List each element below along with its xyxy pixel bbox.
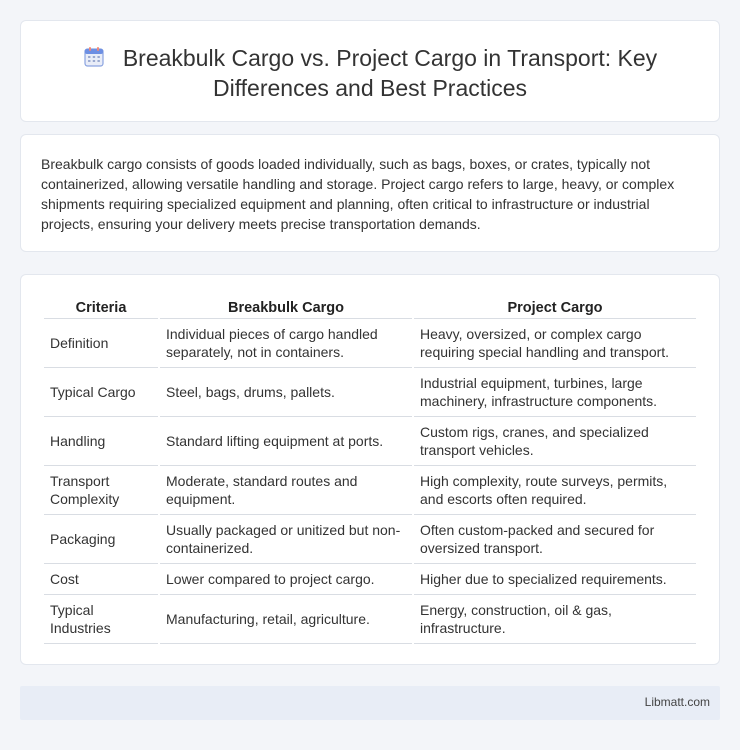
criteria-cell: Cost [44,564,158,595]
table-row [44,515,696,564]
comparison-table [42,295,698,644]
breakbulk-cell: Lower compared to project cargo. [160,564,412,595]
table-row [44,595,696,644]
criteria-cell: Typical Industries [44,595,158,644]
project-cell: Energy, construction, oil & gas, infrastructure. [414,595,696,644]
criteria-cell: Packaging [44,515,158,564]
criteria-cell: Transport Complexity [44,466,158,515]
header-breakbulk: Breakbulk Cargo [160,295,412,319]
header-card [20,20,720,122]
breakbulk-cell: Individual pieces of cargo handled separately, not in containers. [160,319,412,368]
project-cell: Often custom-packed and secured for oversized transport. [414,515,696,564]
footer-source: Libmatt.com [644,695,710,709]
breakbulk-cell: Moderate, standard routes and equipment. [160,466,412,515]
table-row [44,417,696,466]
criteria-cell: Typical Cargo [44,368,158,417]
header-project: Project Cargo [414,295,696,319]
table-row [44,368,696,417]
breakbulk-cell: Manufacturing, retail, agriculture. [160,595,412,644]
project-cell: High complexity, route surveys, permits, and escorts often required. [414,466,696,515]
table-header-row [44,295,696,319]
breakbulk-cell: Usually packaged or unitized but non-containerized. [160,515,412,564]
project-cell: Industrial equipment, turbines, large machinery, infrastructure components. [414,368,696,417]
table-row [44,466,696,515]
calendar-icon [83,45,105,67]
intro-card [20,134,720,252]
table-row [44,564,696,595]
project-cell: Higher due to specialized requirements. [414,564,696,595]
breakbulk-cell: Steel, bags, drums, pallets. [160,368,412,417]
criteria-cell: Handling [44,417,158,466]
table-row [44,319,696,368]
intro-paragraph: Breakbulk cargo consists of goods loaded individually, such as bags, boxes, or crates, typically not containerized, allowing versatile handling and storage. Project cargo refers to large, heavy, or complex shipments requiring specialized equipment and planning, often critical to infrastructure or industrial projects, ensuring your delivery meets precise transportation demands. [41,156,675,232]
header-criteria: Criteria [44,295,158,319]
project-cell: Custom rigs, cranes, and specialized transport vehicles. [414,417,696,466]
criteria-cell: Definition [44,319,158,368]
breakbulk-cell: Standard lifting equipment at ports. [160,417,412,466]
page-title-text: Breakbulk Cargo vs. Project Cargo in Transport: Key Differences and Best Practices [122,45,658,101]
page-title [51,43,689,103]
footer-bar [20,686,720,720]
project-cell: Heavy, oversized, or complex cargo requiring special handling and transport. [414,319,696,368]
comparison-table-card [20,274,720,665]
